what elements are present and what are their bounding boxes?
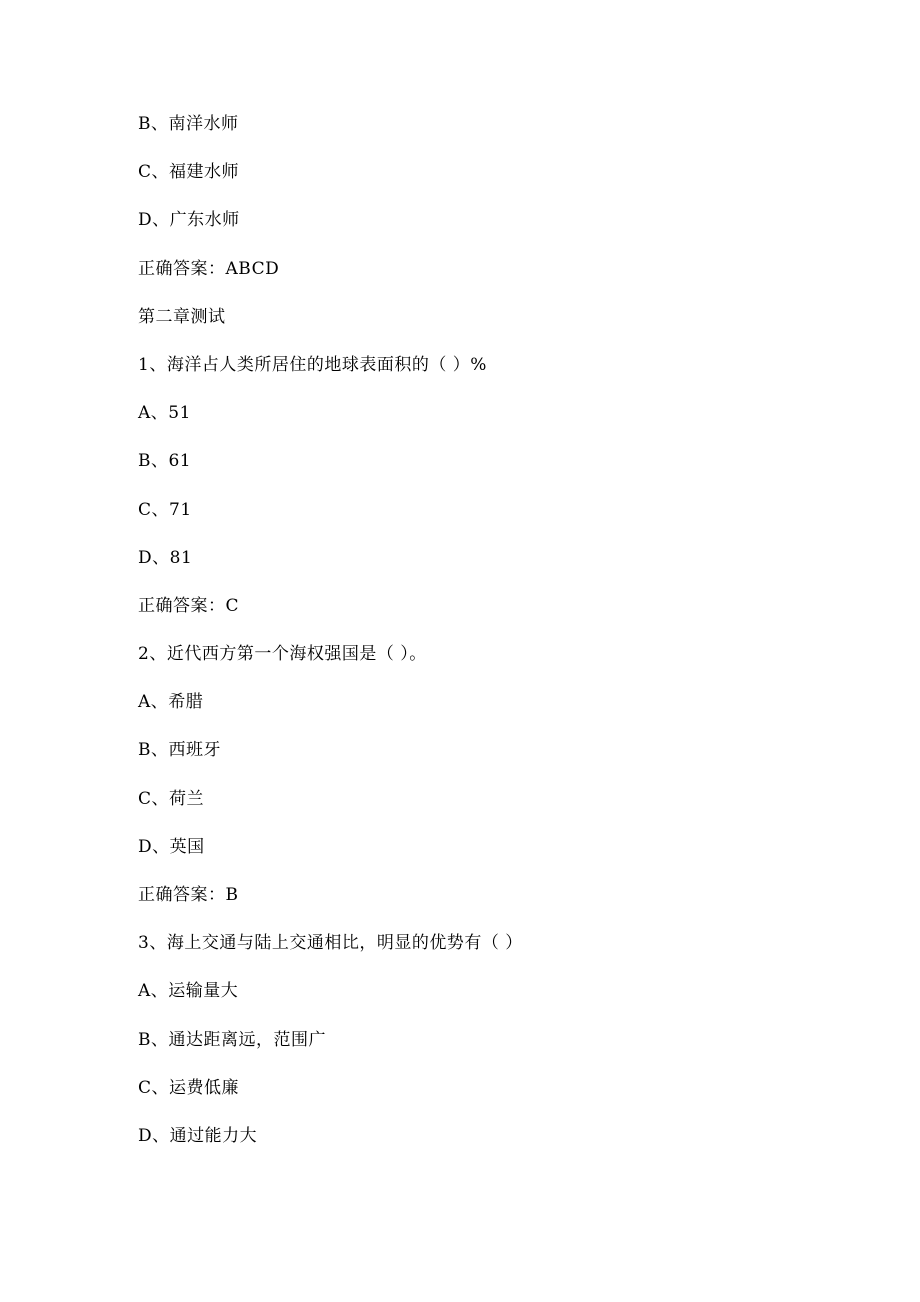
answer-line: 正确答案：ABCD (138, 258, 280, 279)
chapter-heading: 第二章测试 (138, 306, 226, 327)
question-2-option-c: C、荷兰 (138, 788, 205, 809)
question-2: 2、近代西方第一个海权强国是（ ）。 (138, 644, 427, 665)
question-3: 3、海上交通与陆上交通相比，明显的优势有（ ） (138, 933, 523, 954)
question-3-option-a: A、运输量大 (138, 981, 239, 1002)
question-3-option-d: D、通过能力大 (138, 1125, 258, 1146)
question-1-option-a: A、51 (138, 403, 191, 424)
question-1-option-b: B、61 (138, 451, 192, 472)
question-3-option-b: B、通达距离远，范围广 (138, 1029, 326, 1050)
document-page (138, 110, 838, 1170)
question-2-option-a: A、希腊 (138, 692, 204, 713)
question-1: 1、海洋占人类所居住的地球表面积的（ ）% (138, 354, 487, 375)
question-2-option-b: B、西班牙 (138, 740, 221, 761)
question-1-answer: 正确答案：C (138, 595, 240, 616)
question-3-option-c: C、运费低廉 (138, 1077, 240, 1098)
option-c-line: C、福建水师 (138, 162, 240, 183)
question-1-option-c: C、71 (138, 499, 192, 520)
option-d-line: D、广东水师 (138, 210, 240, 231)
question-2-answer: 正确答案：B (138, 885, 239, 905)
question-2-option-d: D、英国 (138, 836, 205, 857)
option-b-line: B、南洋水师 (138, 114, 239, 134)
question-1-option-d: D、81 (138, 547, 193, 568)
